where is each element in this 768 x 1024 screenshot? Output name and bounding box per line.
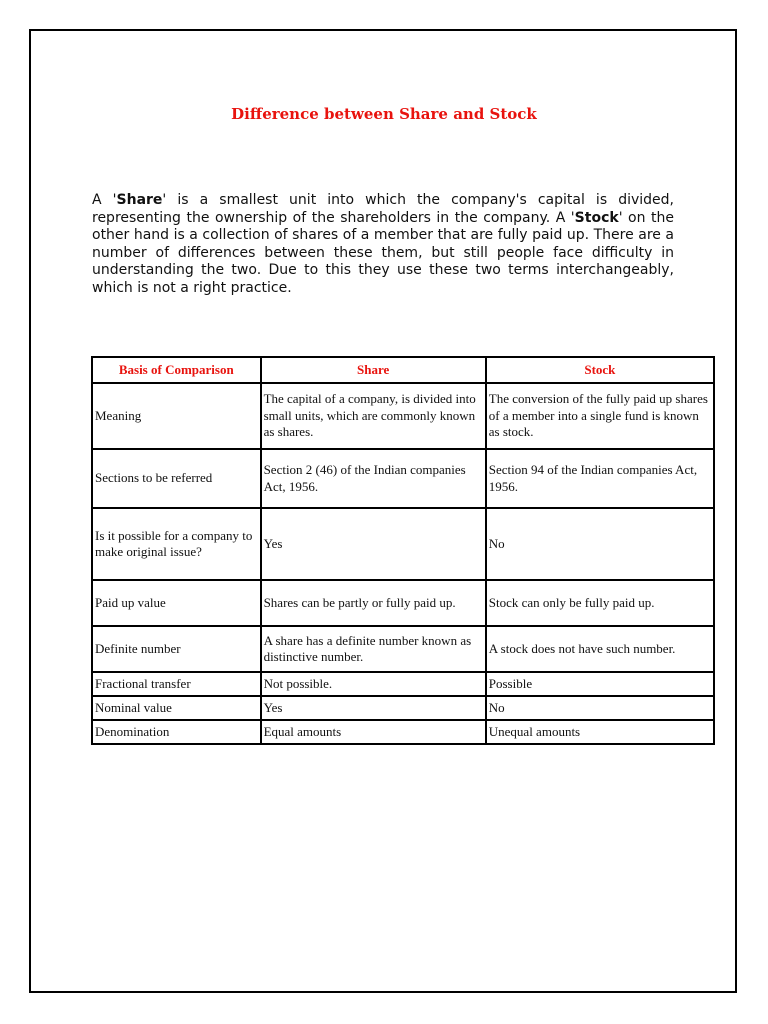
row-label: Paid up value <box>92 580 261 626</box>
row-label: Meaning <box>92 383 261 449</box>
table-header-row <box>92 357 714 383</box>
document-title: Difference between Share and Stock <box>231 105 537 123</box>
header-share: Share <box>261 357 486 383</box>
table-row <box>92 580 714 626</box>
row-label: Is it possible for a company to make original issue? <box>92 508 261 580</box>
table-row <box>92 720 714 744</box>
table-row <box>92 449 714 508</box>
row-label: Denomination <box>92 720 261 744</box>
stock-cell: The conversion of the fully paid up shares of a member into a single fund is known as stock. <box>486 383 714 449</box>
table-row <box>92 383 714 449</box>
share-cell: Not possible. <box>261 672 486 696</box>
share-cell: Section 2 (46) of the Indian companies Act, 1956. <box>261 449 486 508</box>
share-cell: Yes <box>261 696 486 720</box>
table-row <box>92 672 714 696</box>
row-label: Sections to be referred <box>92 449 261 508</box>
intro-paragraph <box>92 192 674 297</box>
share-cell: Shares can be partly or fully paid up. <box>261 580 486 626</box>
stock-cell: No <box>486 508 714 580</box>
stock-cell: Stock can only be fully paid up. <box>486 580 714 626</box>
intro-text-1: A ' <box>92 192 117 208</box>
comparison-table <box>91 356 715 745</box>
intro-term-stock: Stock <box>574 209 619 226</box>
table-row <box>92 696 714 720</box>
stock-cell: Section 94 of the Indian companies Act, 1956. <box>486 449 714 508</box>
stock-cell: No <box>486 696 714 720</box>
stock-cell: Unequal amounts <box>486 720 714 744</box>
intro-text-2: ' is a smallest unit into which the company's capital is divided, representing the ownership of the shareholders in the company. A ' <box>92 192 674 226</box>
stock-cell: Possible <box>486 672 714 696</box>
row-label: Fractional transfer <box>92 672 261 696</box>
row-label: Definite number <box>92 626 261 672</box>
header-basis: Basis of Comparison <box>92 357 261 383</box>
share-cell: The capital of a company, is divided into small units, which are commonly known as shares. <box>261 383 486 449</box>
table-row <box>92 508 714 580</box>
share-cell: A share has a definite number known as distinctive number. <box>261 626 486 672</box>
intro-term-share: Share <box>116 192 163 208</box>
header-stock: Stock <box>486 357 714 383</box>
table-row <box>92 626 714 672</box>
share-cell: Yes <box>261 508 486 580</box>
row-label: Nominal value <box>92 696 261 720</box>
intro-text-3: ' on the other hand is a collection of shares of a member that are fully paid up. There are a number of differences between these them, but still people face difficulty in understanding the two. Due to this they use these two terms interchangeably, which is not a right practice. <box>92 209 675 296</box>
share-cell: Equal amounts <box>261 720 486 744</box>
stock-cell: A stock does not have such number. <box>486 626 714 672</box>
